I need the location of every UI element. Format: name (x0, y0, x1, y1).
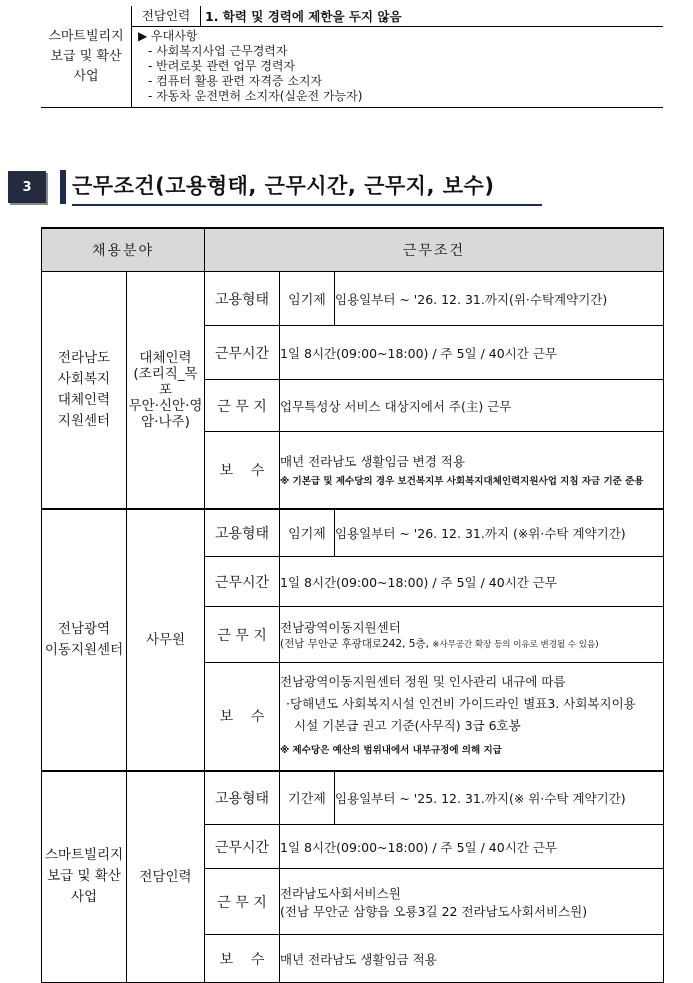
type-value: 임용일부터 ~ '26. 12. 31.까지 (※위·수탁 계약기간) (335, 509, 664, 557)
position-cell: 대체인력 (조리직_목포 무안·신안·영 암·나주) (127, 272, 205, 509)
header-field: 채용분야 (42, 228, 205, 272)
job-label: 전담인력 (132, 6, 201, 26)
place-address (280, 636, 663, 651)
place-address: (전남 무안군 삼향읍 오룡3길 22 전라남도사회서비스원) (280, 903, 588, 919)
place-address-main: (전남 무안군 후광대로242, 5층, (280, 638, 429, 650)
hours-value: 1일 8시간(09:00~18:00) / 주 5일 / 40시간 근무 (280, 326, 664, 380)
header-conditions: 근무조건 (205, 228, 664, 272)
pay-note: ※ 제수당은 예산의 범위내에서 내부규정에 의해 지급 (280, 744, 502, 756)
place-value: 전라남도사회서비스원 (280, 885, 401, 901)
pay-cell (280, 663, 664, 771)
label-place: 근 무 지 (205, 380, 280, 432)
hours-value: 1일 8시간(09:00~18:00) / 주 5일 / 40시간 근무 (280, 557, 664, 607)
preference-item: - 컴퓨터 활용 관련 자격증 소지자 (148, 74, 323, 88)
job-requirement-row (132, 6, 663, 27)
type-value: 임용일부터 ~ '25. 12. 31.까지(※ 위·수탁 계약기간) (335, 771, 664, 825)
label-pay: 보 수 (205, 935, 280, 983)
position-cell: 사무원 (127, 509, 205, 771)
label-type: 고용형태 (205, 509, 280, 557)
label-pay: 보 수 (205, 663, 280, 771)
position-cell: 전담인력 (127, 771, 205, 983)
pay-value: 매년 전라남도 생활임금 변경 적용 (280, 454, 465, 470)
pay-line-3: 시설 기본급 권고 기준(사무직) 3급 6호봉 (294, 717, 521, 733)
program-label: 스마트빌리지 보급 및 확산 사업 (41, 6, 132, 108)
dept-cell: 스마트빌리지 보급 및 확산 사업 (42, 771, 127, 983)
section-bar (60, 170, 66, 204)
job-requirement: 1. 학력 및 경력에 제한을 두지 않음 (205, 9, 402, 24)
program-content (132, 6, 664, 108)
preference-title: ▶ 우대사항 (138, 29, 198, 43)
place-cell (280, 607, 664, 663)
label-hours: 근무시간 (205, 825, 280, 869)
hours-value: 1일 8시간(09:00~18:00) / 주 5일 / 40시간 근무 (280, 825, 664, 869)
work-conditions-table (41, 227, 664, 983)
pay-note: ※ 기본급 및 제수당의 경우 보건복지부 사회복지대체인력지원사업 지침 자금 기준 준용 (280, 476, 644, 488)
preference-item: - 사회복지사업 근무경력자 (148, 44, 288, 58)
label-hours: 근무시간 (205, 326, 280, 380)
preference-item: - 자동차 운전면허 소지자(실운전 가능자) (148, 89, 363, 103)
top-fragment-table (41, 6, 663, 108)
place-value: 업무특성상 서비스 대상지에서 주(主) 근무 (280, 380, 664, 432)
label-place: 근 무 지 (205, 869, 280, 935)
type-value: 임용일부터 ~ '26. 12. 31.까지(위·수탁계약기간) (335, 272, 664, 326)
place-address-note: ※사무공간 확장 등의 이유로 변경될 수 있음) (432, 640, 599, 650)
pay-line-1: 전남광역이동지원센터 정원 및 인사관리 내규에 따름 (280, 673, 566, 689)
section-title: 근무조건(고용형태, 근무시간, 근무지, 보수) (72, 168, 542, 206)
place-value: 전남광역이동지원센터 (280, 620, 401, 635)
pay-cell (280, 432, 664, 509)
section-number: 3 (8, 171, 46, 203)
pay-value: 매년 전라남도 생활임금 적용 (280, 935, 664, 983)
label-pay: 보 수 (205, 432, 280, 509)
place-cell (280, 869, 664, 935)
label-hours: 근무시간 (205, 557, 280, 607)
dept-cell: 전라남도 사회복지 대체인력 지원센터 (42, 272, 127, 509)
preference-item: - 반려로봇 관련 업무 경력자 (148, 59, 296, 73)
label-place: 근 무 지 (205, 607, 280, 663)
label-type: 고용형태 (205, 272, 280, 326)
type-kind: 임기제 (280, 509, 335, 557)
preferences (132, 27, 663, 107)
type-kind: 기간제 (280, 771, 335, 825)
pay-line-2: ·당해년도 사회복지시설 인건비 가이드라인 별표3. 사회복지이용 (286, 695, 636, 711)
dept-cell: 전남광역 이동지원센터 (42, 509, 127, 771)
type-kind: 임기제 (280, 272, 335, 326)
label-type: 고용형태 (205, 771, 280, 825)
